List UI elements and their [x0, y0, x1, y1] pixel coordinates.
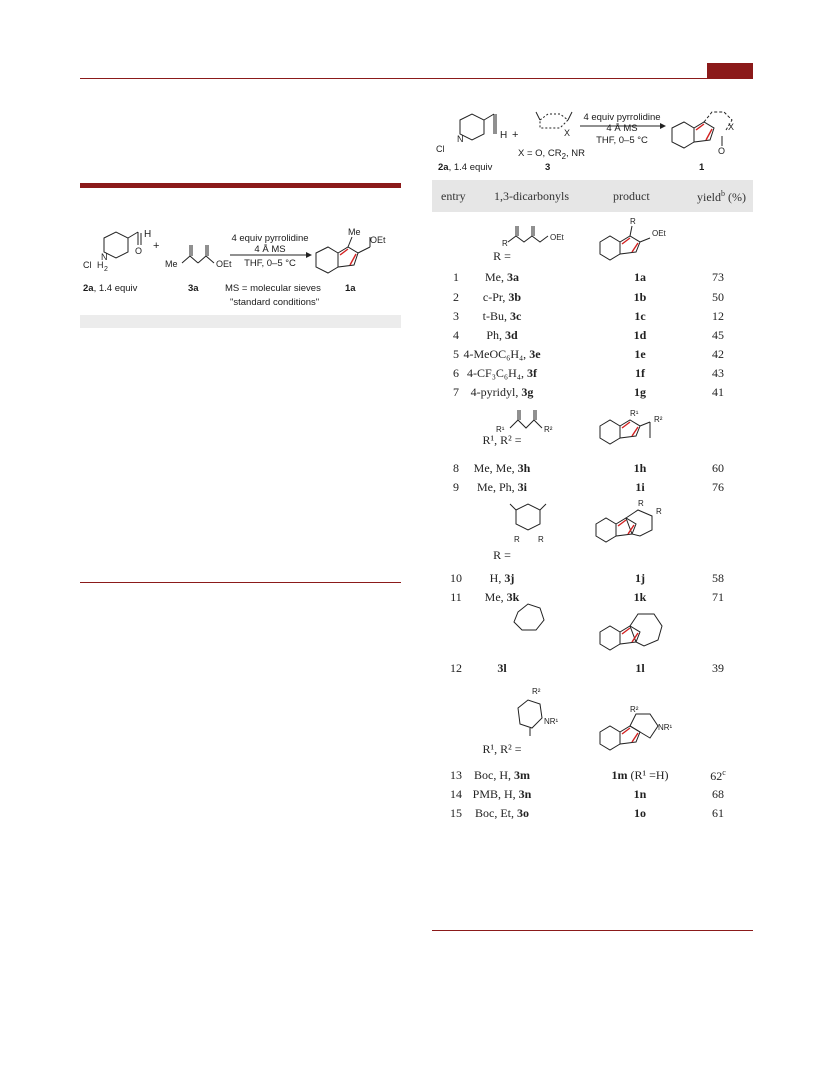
reagent-cell: H, 3j: [489, 571, 515, 585]
product-cell: 1k: [633, 590, 647, 604]
compound-3-label: 3: [545, 162, 551, 173]
entry-cell: 3: [453, 309, 459, 323]
header-rule: [80, 78, 753, 79]
table-footer-rule: [432, 930, 753, 931]
product-cell: 1f: [635, 366, 645, 380]
chloride-label-2: Cl: [436, 144, 445, 154]
arrow-conditions: THF, 0–5 °C: [244, 258, 296, 269]
ethoxy-label: OEt: [216, 259, 232, 269]
section-rule: [80, 582, 401, 583]
scheme-caption-bar: [80, 315, 401, 328]
compound-2a-label-2: 2a, 1.4 equiv: [438, 162, 493, 173]
r1-label-1: R¹: [496, 425, 505, 434]
header-dicarbonyl: 1,3-dicarbonyls: [494, 189, 569, 203]
product-cell: 1o: [634, 806, 646, 820]
product-cell: 1l: [635, 661, 645, 675]
entry-cell: 12: [450, 661, 462, 675]
r-label-3: R: [514, 535, 520, 544]
reagent-cell: Boc, H, 3m: [474, 768, 530, 782]
reagent-cell: 4-MeOC₆H₄, 3e: [463, 347, 541, 361]
yield-cell: 61: [712, 806, 724, 820]
compound-3a-label: 3a: [188, 283, 199, 294]
product-cell: 1c: [634, 309, 646, 323]
product-cell: 1h: [633, 461, 647, 475]
plus-sign-2: +: [512, 129, 519, 141]
table-structures: [432, 212, 753, 832]
reagent-cell: 4-pyridyl, 3g: [470, 385, 534, 399]
yield-cell: 60: [712, 461, 724, 475]
r2-label-4: R²: [630, 705, 639, 714]
yield-cell: 68: [712, 787, 724, 801]
entry-cell: 4: [453, 328, 459, 342]
yield-cell: 41: [712, 385, 724, 399]
aldehyde-o-label: O: [135, 246, 143, 256]
scheme-title-bar: [80, 183, 401, 188]
chloride-label: Cl: [83, 260, 92, 270]
yield-cell: 62$^c$: [710, 768, 726, 783]
entry-cell: 8: [453, 461, 459, 475]
r-label-1: R: [502, 239, 508, 248]
entry-cell: 6: [453, 366, 459, 380]
group-label-r1r2-2: R¹, R² =: [482, 742, 522, 756]
entry-cell: 1: [453, 270, 459, 284]
reagent-cell: Me, Ph, 3i: [476, 480, 527, 494]
ms-note: MS = molecular sieves: [225, 283, 321, 294]
nh2-sub-label: 2: [104, 266, 108, 273]
reagent-cell: 3l: [497, 661, 507, 675]
compound-1-label: 1: [699, 162, 705, 173]
entry-cell: 15: [450, 806, 462, 820]
r2-label-2: R²: [654, 415, 663, 424]
reagent-cell: Me, 3a: [485, 270, 519, 284]
entry-cell: 10: [450, 571, 462, 585]
r-label-2: R: [630, 217, 636, 226]
product-x-label: X: [728, 122, 735, 132]
product-cell: 1e: [634, 347, 646, 361]
r1-label-2: R¹: [630, 409, 639, 418]
compound-2a-label: 2a, 1.4 equiv: [83, 283, 138, 294]
product-cell: 1m (R¹ =H): [611, 768, 669, 782]
header-yield: yield$^b$ (%): [697, 189, 746, 204]
yield-cell: 71: [712, 590, 724, 604]
reagent-cell: Ph, 3d: [486, 328, 518, 342]
group-label-r-2: R =: [493, 548, 511, 562]
reagent-cell: Boc, Et, 3o: [475, 806, 529, 820]
entry-cell: 2: [453, 290, 459, 304]
aldehyde-h-label-2: H: [500, 130, 508, 141]
reagent-cell: c-Pr, 3b: [482, 290, 522, 304]
header-product: product: [613, 189, 650, 203]
methyl-label: Me: [165, 259, 178, 269]
product-methyl-label: Me: [348, 227, 361, 237]
arrow-reagent-2: 4 equiv pyrrolidine: [583, 112, 661, 123]
r-label-4: R: [538, 535, 544, 544]
general-scheme: [432, 108, 753, 176]
yield-cell: 76: [712, 480, 724, 494]
yield-cell: 43: [712, 366, 724, 380]
r2-label-3: R²: [532, 687, 541, 696]
entry-cell: 7: [453, 385, 459, 399]
plus-sign: +: [153, 240, 160, 252]
product-cell: 1b: [633, 290, 647, 304]
nr1-label-1: NR¹: [544, 717, 559, 726]
yield-cell: 50: [712, 290, 724, 304]
r-label-5: R: [638, 499, 644, 508]
yield-cell: 73: [712, 270, 724, 284]
header-entry: entry: [441, 189, 466, 203]
oet-label-1: OEt: [550, 233, 564, 242]
reagent-cell: 4-CF₃C₆H₄, 3f: [467, 366, 537, 380]
compound-1a-label: 1a: [345, 283, 356, 294]
entry-cell: 11: [450, 590, 462, 604]
yield-cell: 42: [712, 347, 724, 361]
r-label-6: R: [656, 507, 662, 516]
nr1-label-2: NR¹: [658, 723, 673, 732]
product-cell: 1g: [634, 385, 646, 399]
arrow-sieves: 4 Å MS: [254, 244, 286, 255]
x-label: X: [564, 128, 571, 138]
reagent-cell: PMB, H, 3n: [472, 787, 532, 801]
yield-cell: 39: [712, 661, 724, 675]
yield-cell: 58: [712, 571, 724, 585]
reagent-cell: Me, 3k: [484, 590, 520, 604]
product-o-label: O: [718, 146, 726, 156]
arrow-conditions-2: THF, 0–5 °C: [596, 135, 648, 146]
product-ethoxy-label: OEt: [370, 235, 386, 245]
entry-cell: 13: [450, 768, 462, 782]
product-cell: 1i: [635, 480, 645, 494]
standard-conditions-note: "standard conditions": [230, 297, 320, 308]
product-cell: 1d: [633, 328, 647, 342]
reagent-cell: t-Bu, 3c: [482, 309, 522, 323]
nh2-h-label: H: [97, 260, 104, 270]
yield-cell: 45: [712, 328, 724, 342]
oet-label-2: OEt: [652, 229, 666, 238]
arrow-sieves-2: 4 Å MS: [606, 123, 638, 134]
group-label-r1r2: R¹, R² =: [482, 433, 522, 447]
reagent-cell: Me, Me, 3h: [473, 461, 531, 475]
group-label-r: R =: [493, 249, 511, 263]
product-cell: 1n: [633, 787, 647, 801]
standard-conditions-scheme: [80, 225, 401, 310]
entry-cell: 14: [450, 787, 462, 801]
product-cell: 1a: [634, 270, 646, 284]
product-cell: 1j: [635, 571, 645, 585]
nitrogen-label-2: N: [457, 134, 464, 144]
aldehyde-h-label: H: [144, 229, 152, 240]
x-definition: X = O, $CR_2$, NR: [518, 148, 585, 161]
yield-cell: 12: [712, 309, 724, 323]
page-number-tab: [707, 63, 753, 79]
entry-cell: 9: [453, 480, 459, 494]
entry-cell: 5: [453, 347, 459, 361]
nitrogen-label: N: [101, 252, 108, 262]
r2-label-1: R²: [544, 425, 553, 434]
arrow-reagent: 4 equiv pyrrolidine: [231, 233, 309, 244]
